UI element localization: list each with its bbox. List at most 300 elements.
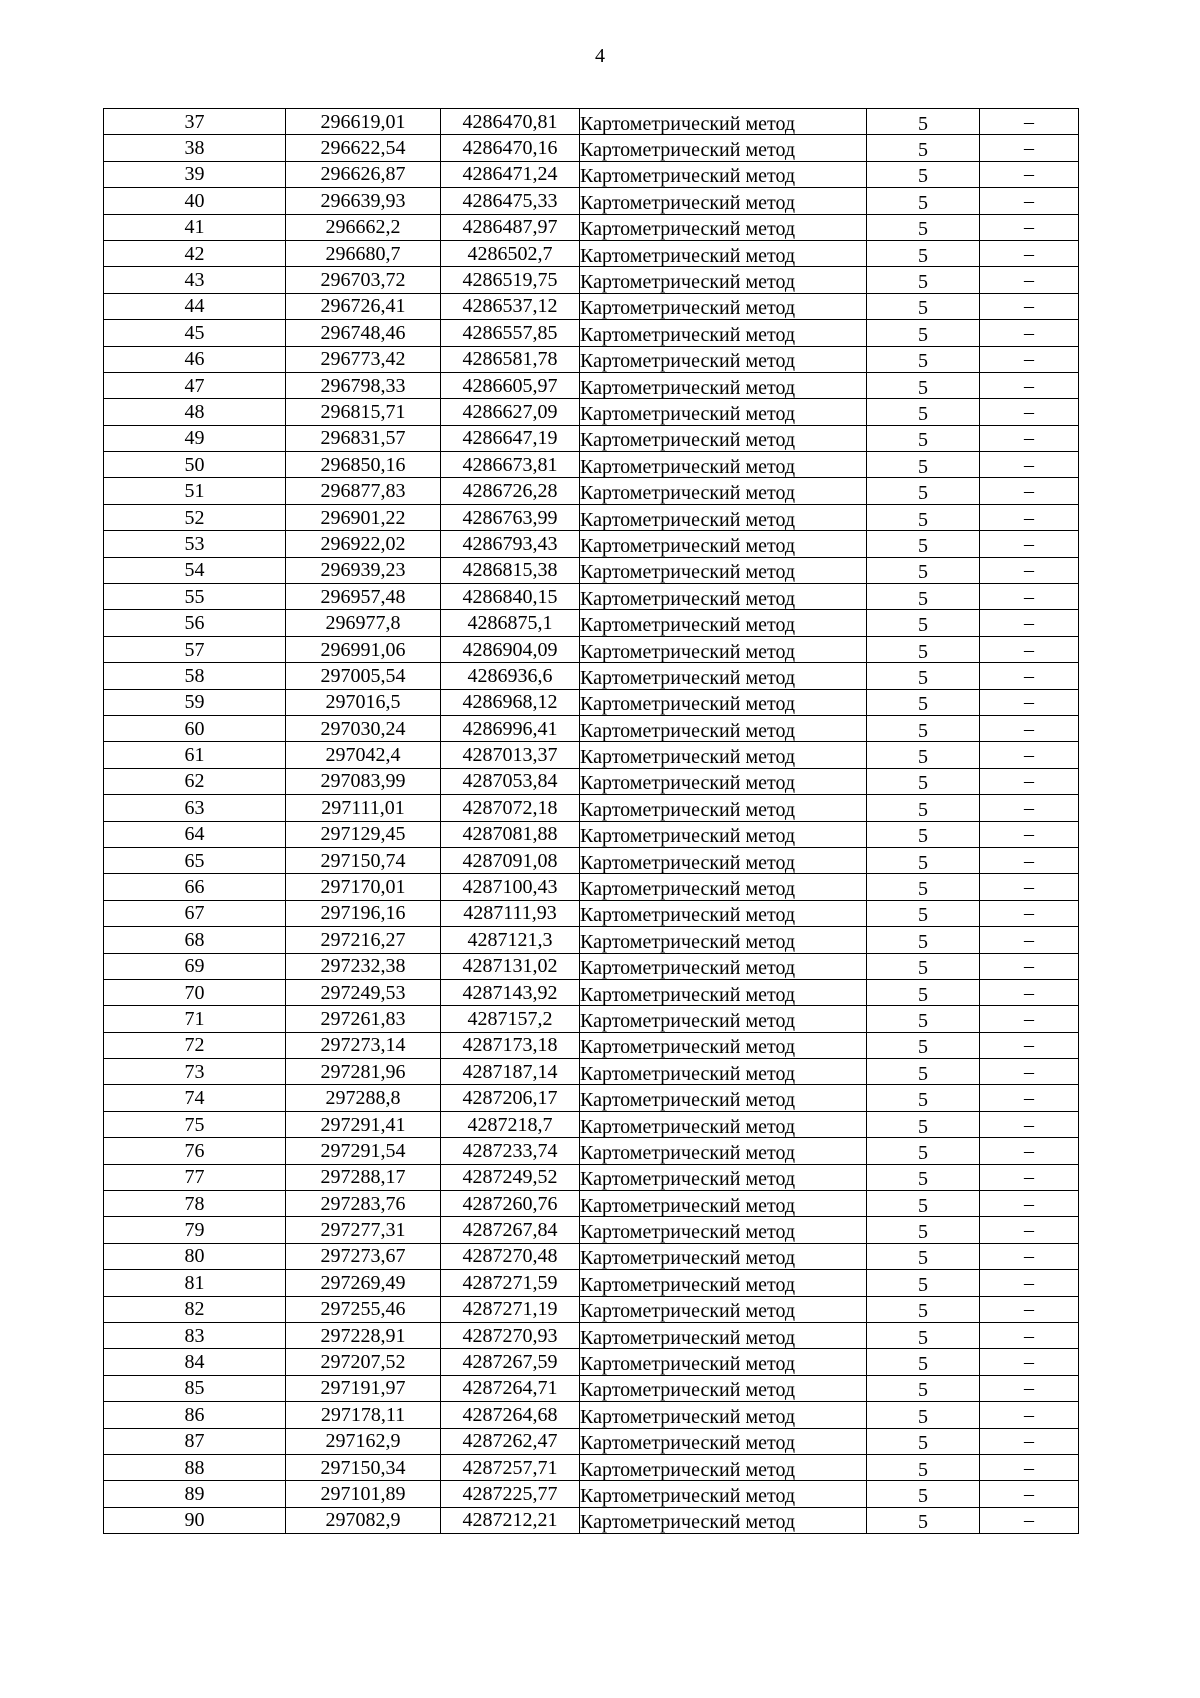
note-cell: – bbox=[980, 399, 1079, 425]
point-number-cell: 85 bbox=[104, 1375, 286, 1401]
y-coordinate-cell: 4286936,6 bbox=[441, 663, 580, 689]
method-cell bbox=[580, 1454, 867, 1480]
accuracy-cell-text: 5 bbox=[918, 1432, 928, 1455]
method-cell bbox=[580, 240, 867, 266]
y-coordinate-cell: 4287121,3 bbox=[441, 927, 580, 953]
method-cell bbox=[580, 531, 867, 557]
method-cell-text: Картометрический метод bbox=[580, 587, 796, 610]
accuracy-cell-text: 5 bbox=[918, 983, 928, 1006]
note-cell: – bbox=[980, 742, 1079, 768]
note-cell: – bbox=[980, 1507, 1079, 1533]
accuracy-cell-text: 5 bbox=[918, 1141, 928, 1164]
method-cell-text: Картометрический метод bbox=[580, 218, 796, 241]
accuracy-cell-text: 5 bbox=[918, 218, 928, 241]
point-number-cell: 71 bbox=[104, 1006, 286, 1032]
method-cell bbox=[580, 1111, 867, 1137]
point-number-cell: 50 bbox=[104, 452, 286, 478]
method-cell bbox=[580, 425, 867, 451]
accuracy-cell-text: 5 bbox=[918, 1353, 928, 1376]
point-number-cell: 84 bbox=[104, 1349, 286, 1375]
x-coordinate-cell: 297150,74 bbox=[286, 847, 441, 873]
method-cell-text: Картометрический метод bbox=[580, 455, 796, 478]
method-cell-text: Картометрический метод bbox=[580, 165, 796, 188]
method-cell-text: Картометрический метод bbox=[580, 1194, 796, 1217]
method-cell bbox=[580, 1428, 867, 1454]
y-coordinate-cell: 4286605,97 bbox=[441, 372, 580, 398]
point-number-cell: 49 bbox=[104, 425, 286, 451]
accuracy-cell-text: 5 bbox=[918, 1194, 928, 1217]
method-cell-text: Картометрический метод bbox=[580, 640, 796, 663]
note-cell: – bbox=[980, 1059, 1079, 1085]
x-coordinate-cell: 297261,83 bbox=[286, 1006, 441, 1032]
point-number-cell: 45 bbox=[104, 320, 286, 346]
y-coordinate-cell: 4286537,12 bbox=[441, 293, 580, 319]
method-cell bbox=[580, 1138, 867, 1164]
note-cell: – bbox=[980, 1111, 1079, 1137]
point-number-cell: 70 bbox=[104, 979, 286, 1005]
point-number-cell: 61 bbox=[104, 742, 286, 768]
table-row bbox=[104, 240, 1079, 266]
accuracy-cell-text: 5 bbox=[918, 878, 928, 901]
x-coordinate-cell: 297232,38 bbox=[286, 953, 441, 979]
method-cell-text: Картометрический метод bbox=[580, 376, 796, 399]
point-number-cell: 62 bbox=[104, 768, 286, 794]
note-cell: – bbox=[980, 1375, 1079, 1401]
accuracy-cell-text: 5 bbox=[918, 139, 928, 162]
y-coordinate-cell: 4286726,28 bbox=[441, 478, 580, 504]
note-cell: – bbox=[980, 240, 1079, 266]
point-number-cell: 59 bbox=[104, 689, 286, 715]
point-number-cell: 57 bbox=[104, 636, 286, 662]
accuracy-cell-text: 5 bbox=[918, 772, 928, 795]
accuracy-cell-text: 5 bbox=[918, 957, 928, 980]
accuracy-cell bbox=[867, 1481, 980, 1507]
method-cell-text: Картометрический метод bbox=[580, 666, 796, 689]
table-row bbox=[104, 267, 1079, 293]
method-cell-text: Картометрический метод bbox=[580, 561, 796, 584]
method-cell-text: Картометрический метод bbox=[580, 323, 796, 346]
method-cell-text: Картометрический метод bbox=[580, 1009, 796, 1032]
point-number-cell: 65 bbox=[104, 847, 286, 873]
coordinates-table bbox=[103, 108, 1079, 1534]
x-coordinate-cell: 297249,53 bbox=[286, 979, 441, 1005]
point-number-cell: 89 bbox=[104, 1481, 286, 1507]
point-number-cell: 47 bbox=[104, 372, 286, 398]
method-cell bbox=[580, 557, 867, 583]
x-coordinate-cell: 296619,01 bbox=[286, 109, 441, 135]
method-cell-text: Картометрический метод bbox=[580, 139, 796, 162]
method-cell bbox=[580, 689, 867, 715]
method-cell bbox=[580, 742, 867, 768]
method-cell bbox=[580, 1402, 867, 1428]
accuracy-cell bbox=[867, 1349, 980, 1375]
point-number-cell: 87 bbox=[104, 1428, 286, 1454]
table-row bbox=[104, 663, 1079, 689]
note-cell: – bbox=[980, 610, 1079, 636]
method-cell-text: Картометрический метод bbox=[580, 1273, 796, 1296]
point-number-cell: 66 bbox=[104, 874, 286, 900]
note-cell: – bbox=[980, 1243, 1079, 1269]
accuracy-cell bbox=[867, 214, 980, 240]
note-cell: – bbox=[980, 478, 1079, 504]
method-cell bbox=[580, 109, 867, 135]
note-cell: – bbox=[980, 214, 1079, 240]
accuracy-cell-text: 5 bbox=[918, 1485, 928, 1507]
point-number-cell: 72 bbox=[104, 1032, 286, 1058]
method-cell-text: Картометрический метод bbox=[580, 429, 796, 452]
method-cell bbox=[580, 1085, 867, 1111]
x-coordinate-cell: 296850,16 bbox=[286, 452, 441, 478]
table-row bbox=[104, 1111, 1079, 1137]
y-coordinate-cell: 4286627,09 bbox=[441, 399, 580, 425]
accuracy-cell-text: 5 bbox=[918, 640, 928, 663]
method-cell-text: Картометрический метод bbox=[580, 983, 796, 1006]
table-row bbox=[104, 795, 1079, 821]
y-coordinate-cell: 4286502,7 bbox=[441, 240, 580, 266]
table-row bbox=[104, 768, 1079, 794]
accuracy-cell-text: 5 bbox=[918, 508, 928, 531]
point-number-cell: 52 bbox=[104, 504, 286, 530]
table-row bbox=[104, 1296, 1079, 1322]
note-cell: – bbox=[980, 1032, 1079, 1058]
accuracy-cell-text: 5 bbox=[918, 1062, 928, 1085]
accuracy-cell bbox=[867, 1032, 980, 1058]
x-coordinate-cell: 297030,24 bbox=[286, 715, 441, 741]
method-cell bbox=[580, 1191, 867, 1217]
method-cell-text: Картометрический метод bbox=[580, 1036, 796, 1059]
point-number-cell: 42 bbox=[104, 240, 286, 266]
accuracy-cell bbox=[867, 372, 980, 398]
x-coordinate-cell: 296639,93 bbox=[286, 188, 441, 214]
accuracy-cell-text: 5 bbox=[918, 1458, 928, 1481]
method-cell bbox=[580, 610, 867, 636]
table-row bbox=[104, 821, 1079, 847]
y-coordinate-cell: 4287271,19 bbox=[441, 1296, 580, 1322]
note-cell: – bbox=[980, 953, 1079, 979]
point-number-cell: 73 bbox=[104, 1059, 286, 1085]
y-coordinate-cell: 4286647,19 bbox=[441, 425, 580, 451]
accuracy-cell-text: 5 bbox=[918, 350, 928, 373]
accuracy-cell bbox=[867, 504, 980, 530]
table-row bbox=[104, 610, 1079, 636]
y-coordinate-cell: 4287260,76 bbox=[441, 1191, 580, 1217]
point-number-cell: 41 bbox=[104, 214, 286, 240]
accuracy-cell bbox=[867, 768, 980, 794]
point-number-cell: 58 bbox=[104, 663, 286, 689]
method-cell bbox=[580, 821, 867, 847]
table-row bbox=[104, 927, 1079, 953]
point-number-cell: 51 bbox=[104, 478, 286, 504]
point-number-cell: 79 bbox=[104, 1217, 286, 1243]
table-row bbox=[104, 188, 1079, 214]
y-coordinate-cell: 4286996,41 bbox=[441, 715, 580, 741]
table-row bbox=[104, 346, 1079, 372]
note-cell: – bbox=[980, 135, 1079, 161]
method-cell bbox=[580, 478, 867, 504]
table-row bbox=[104, 636, 1079, 662]
point-number-cell: 55 bbox=[104, 584, 286, 610]
point-number-cell: 80 bbox=[104, 1243, 286, 1269]
method-cell-text: Картометрический метод bbox=[580, 1432, 796, 1455]
point-number-cell: 76 bbox=[104, 1138, 286, 1164]
accuracy-cell bbox=[867, 663, 980, 689]
point-number-cell: 81 bbox=[104, 1270, 286, 1296]
x-coordinate-cell: 297288,8 bbox=[286, 1085, 441, 1111]
note-cell: – bbox=[980, 504, 1079, 530]
y-coordinate-cell: 4287262,47 bbox=[441, 1428, 580, 1454]
note-cell: – bbox=[980, 900, 1079, 926]
accuracy-cell bbox=[867, 636, 980, 662]
y-coordinate-cell: 4287053,84 bbox=[441, 768, 580, 794]
note-cell: – bbox=[980, 1164, 1079, 1190]
accuracy-cell bbox=[867, 610, 980, 636]
method-cell-text: Картометрический метод bbox=[580, 402, 796, 425]
table-row bbox=[104, 109, 1079, 135]
point-number-cell: 39 bbox=[104, 161, 286, 187]
point-number-cell: 67 bbox=[104, 900, 286, 926]
accuracy-cell-text: 5 bbox=[918, 1326, 928, 1349]
x-coordinate-cell: 297216,27 bbox=[286, 927, 441, 953]
method-cell-text: Картометрический метод bbox=[580, 1511, 796, 1534]
method-cell bbox=[580, 768, 867, 794]
accuracy-cell-text: 5 bbox=[918, 561, 928, 584]
y-coordinate-cell: 4287249,52 bbox=[441, 1164, 580, 1190]
method-cell-text: Картометрический метод bbox=[580, 1458, 796, 1481]
note-cell: – bbox=[980, 293, 1079, 319]
table-row bbox=[104, 742, 1079, 768]
accuracy-cell bbox=[867, 953, 980, 979]
method-cell-text: Картометрический метод bbox=[580, 350, 796, 373]
x-coordinate-cell: 296977,8 bbox=[286, 610, 441, 636]
method-cell bbox=[580, 1243, 867, 1269]
note-cell: – bbox=[980, 1322, 1079, 1348]
x-coordinate-cell: 296939,23 bbox=[286, 557, 441, 583]
accuracy-cell bbox=[867, 742, 980, 768]
note-cell: – bbox=[980, 1270, 1079, 1296]
accuracy-cell-text: 5 bbox=[918, 719, 928, 742]
table-row bbox=[104, 900, 1079, 926]
y-coordinate-cell: 4286673,81 bbox=[441, 452, 580, 478]
method-cell-text: Картометрический метод bbox=[580, 244, 796, 267]
x-coordinate-cell: 296626,87 bbox=[286, 161, 441, 187]
accuracy-cell-text: 5 bbox=[918, 323, 928, 346]
y-coordinate-cell: 4287233,74 bbox=[441, 1138, 580, 1164]
x-coordinate-cell: 297150,34 bbox=[286, 1454, 441, 1480]
accuracy-cell bbox=[867, 1322, 980, 1348]
note-cell: – bbox=[980, 425, 1079, 451]
note-cell: – bbox=[980, 267, 1079, 293]
method-cell bbox=[580, 372, 867, 398]
point-number-cell: 68 bbox=[104, 927, 286, 953]
x-coordinate-cell: 297288,17 bbox=[286, 1164, 441, 1190]
accuracy-cell bbox=[867, 689, 980, 715]
x-coordinate-cell: 296922,02 bbox=[286, 531, 441, 557]
x-coordinate-cell: 297291,54 bbox=[286, 1138, 441, 1164]
accuracy-cell bbox=[867, 1402, 980, 1428]
y-coordinate-cell: 4287225,77 bbox=[441, 1481, 580, 1507]
accuracy-cell bbox=[867, 1375, 980, 1401]
accuracy-cell bbox=[867, 161, 980, 187]
method-cell bbox=[580, 135, 867, 161]
note-cell: – bbox=[980, 636, 1079, 662]
method-cell bbox=[580, 1059, 867, 1085]
note-cell: – bbox=[980, 531, 1079, 557]
accuracy-cell-text: 5 bbox=[918, 798, 928, 821]
method-cell bbox=[580, 1217, 867, 1243]
point-number-cell: 75 bbox=[104, 1111, 286, 1137]
accuracy-cell bbox=[867, 399, 980, 425]
table-row bbox=[104, 1349, 1079, 1375]
table-row bbox=[104, 1217, 1079, 1243]
point-number-cell: 88 bbox=[104, 1454, 286, 1480]
accuracy-cell-text: 5 bbox=[918, 482, 928, 505]
note-cell: – bbox=[980, 1138, 1079, 1164]
y-coordinate-cell: 4287270,48 bbox=[441, 1243, 580, 1269]
note-cell: – bbox=[980, 1296, 1079, 1322]
accuracy-cell bbox=[867, 979, 980, 1005]
accuracy-cell bbox=[867, 900, 980, 926]
accuracy-cell-text: 5 bbox=[918, 1115, 928, 1138]
point-number-cell: 53 bbox=[104, 531, 286, 557]
y-coordinate-cell: 4286840,15 bbox=[441, 584, 580, 610]
method-cell-text: Картометрический метод bbox=[580, 851, 796, 874]
y-coordinate-cell: 4287091,08 bbox=[441, 847, 580, 873]
x-coordinate-cell: 296877,83 bbox=[286, 478, 441, 504]
note-cell: – bbox=[980, 1006, 1079, 1032]
table-row bbox=[104, 1085, 1079, 1111]
point-number-cell: 48 bbox=[104, 399, 286, 425]
accuracy-cell bbox=[867, 1059, 980, 1085]
point-number-cell: 40 bbox=[104, 188, 286, 214]
method-cell-text: Картометрический метод bbox=[580, 693, 796, 716]
x-coordinate-cell: 297129,45 bbox=[286, 821, 441, 847]
point-number-cell: 77 bbox=[104, 1164, 286, 1190]
method-cell bbox=[580, 267, 867, 293]
accuracy-cell bbox=[867, 293, 980, 319]
x-coordinate-cell: 297283,76 bbox=[286, 1191, 441, 1217]
method-cell-text: Картометрический метод bbox=[580, 798, 796, 821]
x-coordinate-cell: 297170,01 bbox=[286, 874, 441, 900]
x-coordinate-cell: 297016,5 bbox=[286, 689, 441, 715]
accuracy-cell-text: 5 bbox=[918, 904, 928, 927]
y-coordinate-cell: 4287257,71 bbox=[441, 1454, 580, 1480]
note-cell: – bbox=[980, 715, 1079, 741]
method-cell-text: Картометрический метод bbox=[580, 1485, 796, 1507]
method-cell-text: Картометрический метод bbox=[580, 1115, 796, 1138]
y-coordinate-cell: 4286487,97 bbox=[441, 214, 580, 240]
method-cell-text: Картометрический метод bbox=[580, 112, 796, 135]
accuracy-cell bbox=[867, 1270, 980, 1296]
table-row bbox=[104, 557, 1079, 583]
x-coordinate-cell: 296798,33 bbox=[286, 372, 441, 398]
accuracy-cell bbox=[867, 715, 980, 741]
accuracy-cell bbox=[867, 1507, 980, 1533]
y-coordinate-cell: 4287212,21 bbox=[441, 1507, 580, 1533]
point-number-cell: 69 bbox=[104, 953, 286, 979]
method-cell bbox=[580, 399, 867, 425]
table-row bbox=[104, 161, 1079, 187]
accuracy-cell-text: 5 bbox=[918, 271, 928, 294]
table-row bbox=[104, 1164, 1079, 1190]
y-coordinate-cell: 4287173,18 bbox=[441, 1032, 580, 1058]
x-coordinate-cell: 297207,52 bbox=[286, 1349, 441, 1375]
method-cell bbox=[580, 715, 867, 741]
point-number-cell: 63 bbox=[104, 795, 286, 821]
point-number-cell: 82 bbox=[104, 1296, 286, 1322]
method-cell bbox=[580, 1164, 867, 1190]
method-cell bbox=[580, 847, 867, 873]
table-row bbox=[104, 214, 1079, 240]
table-row bbox=[104, 504, 1079, 530]
x-coordinate-cell: 296991,06 bbox=[286, 636, 441, 662]
method-cell-text: Картометрический метод bbox=[580, 957, 796, 980]
note-cell: – bbox=[980, 188, 1079, 214]
x-coordinate-cell: 297273,67 bbox=[286, 1243, 441, 1269]
accuracy-cell bbox=[867, 109, 980, 135]
accuracy-cell-text: 5 bbox=[918, 534, 928, 557]
method-cell-text: Картометрический метод bbox=[580, 904, 796, 927]
y-coordinate-cell: 4287187,14 bbox=[441, 1059, 580, 1085]
x-coordinate-cell: 296622,54 bbox=[286, 135, 441, 161]
y-coordinate-cell: 4286475,33 bbox=[441, 188, 580, 214]
accuracy-cell bbox=[867, 188, 980, 214]
table-row bbox=[104, 1507, 1079, 1533]
y-coordinate-cell: 4286471,24 bbox=[441, 161, 580, 187]
y-coordinate-cell: 4286968,12 bbox=[441, 689, 580, 715]
note-cell: – bbox=[980, 1217, 1079, 1243]
x-coordinate-cell: 297082,9 bbox=[286, 1507, 441, 1533]
accuracy-cell-text: 5 bbox=[918, 191, 928, 214]
method-cell bbox=[580, 320, 867, 346]
accuracy-cell bbox=[867, 1191, 980, 1217]
x-coordinate-cell: 297196,16 bbox=[286, 900, 441, 926]
accuracy-cell-text: 5 bbox=[918, 112, 928, 135]
note-cell: – bbox=[980, 557, 1079, 583]
accuracy-cell-text: 5 bbox=[918, 693, 928, 716]
table-row bbox=[104, 847, 1079, 873]
y-coordinate-cell: 4287143,92 bbox=[441, 979, 580, 1005]
note-cell: – bbox=[980, 1402, 1079, 1428]
table-row bbox=[104, 979, 1079, 1005]
table-row bbox=[104, 372, 1079, 398]
table-row bbox=[104, 584, 1079, 610]
y-coordinate-cell: 4286875,1 bbox=[441, 610, 580, 636]
accuracy-cell-text: 5 bbox=[918, 825, 928, 848]
table-row bbox=[104, 478, 1079, 504]
note-cell: – bbox=[980, 372, 1079, 398]
table-row bbox=[104, 1454, 1079, 1480]
method-cell bbox=[580, 1006, 867, 1032]
accuracy-cell bbox=[867, 346, 980, 372]
method-cell bbox=[580, 663, 867, 689]
accuracy-cell bbox=[867, 1006, 980, 1032]
accuracy-cell bbox=[867, 1217, 980, 1243]
accuracy-cell-text: 5 bbox=[918, 297, 928, 320]
accuracy-cell bbox=[867, 821, 980, 847]
table-row bbox=[104, 1032, 1079, 1058]
method-cell bbox=[580, 188, 867, 214]
x-coordinate-cell: 297291,41 bbox=[286, 1111, 441, 1137]
note-cell: – bbox=[980, 663, 1079, 689]
table-row bbox=[104, 1059, 1079, 1085]
method-cell bbox=[580, 1349, 867, 1375]
table-row bbox=[104, 135, 1079, 161]
method-cell-text: Картометрический метод bbox=[580, 1221, 796, 1244]
note-cell: – bbox=[980, 161, 1079, 187]
y-coordinate-cell: 4286904,09 bbox=[441, 636, 580, 662]
y-coordinate-cell: 4287264,68 bbox=[441, 1402, 580, 1428]
y-coordinate-cell: 4286557,85 bbox=[441, 320, 580, 346]
